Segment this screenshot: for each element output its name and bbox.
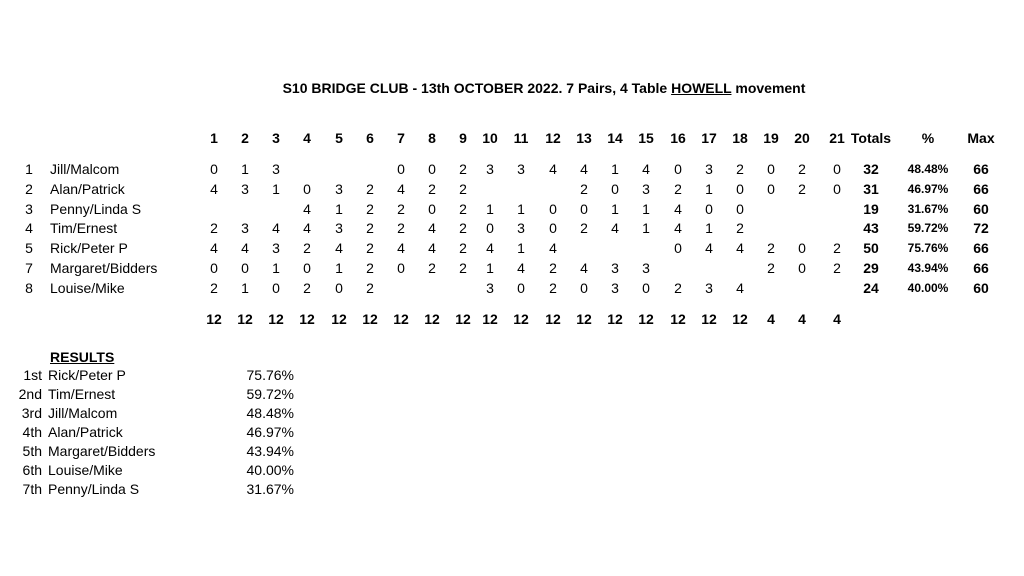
result-position: 7th xyxy=(22,481,42,497)
score-cell: 1 xyxy=(335,260,343,276)
score-cell: 2 xyxy=(366,200,374,217)
score-cell: 3 xyxy=(611,279,619,296)
board-total: 4 xyxy=(767,311,775,327)
pair-max: 72 xyxy=(973,220,989,237)
board-total: 12 xyxy=(638,311,654,327)
score-cell: 3 xyxy=(486,279,494,296)
score-cell: 0 xyxy=(705,200,713,217)
pair-total: 24 xyxy=(863,279,879,296)
title-suffix: movement xyxy=(731,80,806,96)
pair-percent: 46.97% xyxy=(907,181,949,196)
score-cell: 2 xyxy=(736,220,744,237)
score-cell: 1 xyxy=(517,240,525,257)
score-cell: 1 xyxy=(241,161,249,177)
board-header: 6 xyxy=(366,130,374,146)
title-prefix: S10 BRIDGE CLUB - 13th OCTOBER 2022. 7 Pairs, 4 Table xyxy=(282,80,672,96)
score-cell: 1 xyxy=(241,279,249,296)
score-cell: 3 xyxy=(642,260,650,276)
board-total: 12 xyxy=(576,311,592,327)
score-cell: 1 xyxy=(272,180,280,197)
board-header: 8 xyxy=(428,130,436,146)
score-cell: 1 xyxy=(517,200,525,217)
score-cell: 4 xyxy=(705,240,713,257)
score-cell: 0 xyxy=(736,200,744,217)
score-cell: 4 xyxy=(428,240,436,257)
pair-number: 4 xyxy=(25,220,33,237)
pair-max: 60 xyxy=(973,279,989,296)
score-cell: 3 xyxy=(272,240,280,257)
score-cell: 0 xyxy=(833,161,841,177)
totals-header: Totals xyxy=(850,130,892,146)
score-cell: 0 xyxy=(798,240,806,257)
board-total: 4 xyxy=(798,311,806,327)
result-name: Rick/Peter P xyxy=(48,367,126,383)
pair-number: 2 xyxy=(25,180,33,197)
score-cell: 3 xyxy=(335,180,343,197)
pair-percent: 31.67% xyxy=(907,201,949,216)
board-total: 12 xyxy=(206,311,222,327)
board-header: 2 xyxy=(241,130,249,146)
result-percent: 59.72% xyxy=(246,386,294,402)
score-cell: 4 xyxy=(580,260,588,276)
board-total: 12 xyxy=(701,311,717,327)
score-cell: 0 xyxy=(642,279,650,296)
score-cell: 2 xyxy=(833,260,841,276)
result-percent: 43.94% xyxy=(246,443,294,459)
score-cell: 0 xyxy=(210,161,218,177)
score-cell: 4 xyxy=(642,161,650,177)
pair-number: 3 xyxy=(25,200,33,217)
score-cell: 3 xyxy=(486,161,494,177)
score-cell: 0 xyxy=(303,180,311,197)
result-position: 1st xyxy=(23,367,42,383)
score-cell: 2 xyxy=(459,180,467,197)
score-cell: 3 xyxy=(705,161,713,177)
score-cell: 2 xyxy=(459,240,467,257)
score-cell: 3 xyxy=(241,180,249,197)
result-position: 4th xyxy=(22,424,42,440)
score-cell: 2 xyxy=(366,279,374,296)
score-cell: 0 xyxy=(397,260,405,276)
score-cell: 0 xyxy=(580,279,588,296)
score-cell: 4 xyxy=(397,180,405,197)
pair-number: 1 xyxy=(25,161,33,177)
board-header: 11 xyxy=(513,130,529,146)
score-cell: 2 xyxy=(833,240,841,257)
score-cell: 0 xyxy=(798,260,806,276)
score-cell: 0 xyxy=(736,180,744,197)
score-cell: 0 xyxy=(767,180,775,197)
score-cell: 0 xyxy=(428,200,436,217)
score-cell: 0 xyxy=(486,220,494,237)
board-header: 1 xyxy=(210,130,218,146)
score-cell: 0 xyxy=(580,200,588,217)
pair-total: 32 xyxy=(863,161,879,177)
score-cell: 2 xyxy=(366,260,374,276)
score-cell: 1 xyxy=(486,200,494,217)
score-cell: 1 xyxy=(272,260,280,276)
pair-percent: 75.76% xyxy=(907,241,949,256)
score-cell: 4 xyxy=(210,180,218,197)
pair-percent: 59.72% xyxy=(907,221,949,236)
max-header: Max xyxy=(967,130,995,146)
pair-total: 19 xyxy=(863,200,879,217)
score-cell: 4 xyxy=(611,220,619,237)
score-cell: 4 xyxy=(580,161,588,177)
pair-name: Louise/Mike xyxy=(50,279,125,296)
score-cell: 2 xyxy=(580,180,588,197)
score-cell: 1 xyxy=(705,180,713,197)
score-cell: 4 xyxy=(210,240,218,257)
board-header: 13 xyxy=(576,130,592,146)
score-cell: 4 xyxy=(674,220,682,237)
results-heading: RESULTS xyxy=(50,349,115,365)
score-cell: 0 xyxy=(210,260,218,276)
board-header: 16 xyxy=(670,130,686,146)
pair-percent: 48.48% xyxy=(907,162,949,176)
result-percent: 48.48% xyxy=(246,405,294,421)
score-cell: 1 xyxy=(611,200,619,217)
score-cell: 2 xyxy=(459,260,467,276)
score-cell: 0 xyxy=(767,161,775,177)
board-total: 12 xyxy=(299,311,315,327)
board-header: 21 xyxy=(829,130,845,146)
score-cell: 4 xyxy=(272,220,280,237)
board-total: 12 xyxy=(362,311,378,327)
result-position: 2nd xyxy=(18,386,42,402)
score-cell: 4 xyxy=(303,200,311,217)
board-header: 17 xyxy=(701,130,717,146)
score-cell: 4 xyxy=(736,279,744,296)
percent-header: % xyxy=(921,130,935,146)
score-cell: 2 xyxy=(767,260,775,276)
score-cell: 4 xyxy=(335,240,343,257)
score-cell: 1 xyxy=(335,200,343,217)
board-total: 12 xyxy=(670,311,686,327)
score-cell: 2 xyxy=(459,200,467,217)
score-cell: 2 xyxy=(397,200,405,217)
score-cell: 4 xyxy=(303,220,311,237)
score-cell: 4 xyxy=(736,240,744,257)
score-cell: 2 xyxy=(366,220,374,237)
board-header: 5 xyxy=(335,130,343,146)
pair-total: 50 xyxy=(863,240,879,257)
title-underlined: HOWELL xyxy=(671,80,732,96)
board-total: 12 xyxy=(482,311,498,327)
pair-max: 66 xyxy=(973,161,989,177)
pair-percent: 43.94% xyxy=(907,261,949,275)
board-total: 12 xyxy=(237,311,253,327)
score-cell: 2 xyxy=(549,279,557,296)
pair-number: 8 xyxy=(25,279,33,296)
board-header: 9 xyxy=(459,130,467,146)
pair-name: Penny/Linda S xyxy=(50,200,142,217)
score-cell: 2 xyxy=(674,279,682,296)
score-cell: 0 xyxy=(549,220,557,237)
board-header: 3 xyxy=(272,130,280,146)
score-cell: 3 xyxy=(642,180,650,197)
pair-name: Rick/Peter P xyxy=(50,240,128,257)
score-cell: 0 xyxy=(674,240,682,257)
score-cell: 4 xyxy=(428,220,436,237)
score-cell: 3 xyxy=(335,220,343,237)
score-cell: 1 xyxy=(705,220,713,237)
score-cell: 2 xyxy=(674,180,682,197)
pair-name: Margaret/Bidders xyxy=(50,260,158,276)
result-position: 3rd xyxy=(21,405,42,421)
board-header: 10 xyxy=(482,130,498,146)
result-percent: 31.67% xyxy=(246,481,294,497)
score-cell: 2 xyxy=(366,240,374,257)
score-cell: 0 xyxy=(241,260,249,276)
board-total: 12 xyxy=(424,311,440,327)
score-cell: 3 xyxy=(517,161,525,177)
score-cell: 4 xyxy=(549,161,557,177)
score-cell: 2 xyxy=(798,180,806,197)
result-name: Jill/Malcom xyxy=(48,405,118,421)
result-name: Alan/Patrick xyxy=(48,424,123,440)
score-cell: 2 xyxy=(736,161,744,177)
page-title xyxy=(32,80,1024,96)
board-total: 12 xyxy=(331,311,347,327)
pair-total: 29 xyxy=(863,260,879,276)
board-total: 12 xyxy=(607,311,623,327)
score-cell: 4 xyxy=(674,200,682,217)
result-name: Penny/Linda S xyxy=(48,481,140,497)
board-total: 12 xyxy=(545,311,561,327)
score-cell: 0 xyxy=(397,161,405,177)
board-header: 12 xyxy=(545,130,561,146)
board-header: 19 xyxy=(763,130,779,146)
score-cell: 0 xyxy=(674,161,682,177)
pair-number: 5 xyxy=(25,240,33,257)
score-cell: 2 xyxy=(549,260,557,276)
score-cell: 3 xyxy=(272,161,280,177)
board-total: 12 xyxy=(732,311,748,327)
board-header: 15 xyxy=(638,130,654,146)
score-cell: 2 xyxy=(303,279,311,296)
board-total: 12 xyxy=(513,311,529,327)
score-cell: 2 xyxy=(303,240,311,257)
pair-max: 66 xyxy=(973,260,989,276)
score-cell: 0 xyxy=(611,180,619,197)
score-cell: 2 xyxy=(210,220,218,237)
score-cell: 1 xyxy=(486,260,494,276)
score-cell: 3 xyxy=(517,220,525,237)
score-cell: 2 xyxy=(397,220,405,237)
score-cell: 0 xyxy=(335,279,343,296)
result-percent: 40.00% xyxy=(246,462,294,478)
pair-max: 60 xyxy=(973,200,989,217)
score-cell: 0 xyxy=(833,180,841,197)
score-cell: 0 xyxy=(428,161,436,177)
score-cell: 3 xyxy=(611,260,619,276)
score-cell: 1 xyxy=(642,200,650,217)
board-total: 12 xyxy=(268,311,284,327)
score-cell: 2 xyxy=(798,161,806,177)
board-header: 18 xyxy=(732,130,748,146)
pair-percent: 40.00% xyxy=(907,280,949,295)
pair-total: 43 xyxy=(863,220,879,237)
result-name: Margaret/Bidders xyxy=(48,443,156,459)
pair-name: Jill/Malcom xyxy=(50,161,120,177)
score-cell: 2 xyxy=(459,220,467,237)
score-cell: 2 xyxy=(580,220,588,237)
score-cell: 2 xyxy=(428,260,436,276)
pair-number: 7 xyxy=(25,260,33,276)
score-cell: 4 xyxy=(549,240,557,257)
result-percent: 75.76% xyxy=(246,367,294,383)
result-percent: 46.97% xyxy=(246,424,294,440)
pair-max: 66 xyxy=(973,240,989,257)
result-position: 5th xyxy=(22,443,42,459)
board-header: 4 xyxy=(303,130,311,146)
pair-name: Tim/Ernest xyxy=(50,220,118,237)
pair-name: Alan/Patrick xyxy=(50,180,125,197)
score-cell: 4 xyxy=(486,240,494,257)
score-cell: 0 xyxy=(549,200,557,217)
board-total: 4 xyxy=(833,311,841,327)
score-cell: 1 xyxy=(611,161,619,177)
score-cell: 0 xyxy=(303,260,311,276)
result-name: Louise/Mike xyxy=(48,462,123,478)
score-cell: 1 xyxy=(642,220,650,237)
score-cell: 3 xyxy=(705,279,713,296)
pair-total: 31 xyxy=(863,180,879,197)
score-cell: 0 xyxy=(272,279,280,296)
board-total: 12 xyxy=(393,311,409,327)
score-cell: 2 xyxy=(459,161,467,177)
board-header: 20 xyxy=(794,130,810,146)
score-cell: 2 xyxy=(767,240,775,257)
score-cell: 4 xyxy=(397,240,405,257)
score-cell: 4 xyxy=(241,240,249,257)
result-position: 6th xyxy=(22,462,42,478)
board-total: 12 xyxy=(455,311,471,327)
board-header: 14 xyxy=(607,130,623,146)
pair-max: 66 xyxy=(973,180,989,197)
result-name: Tim/Ernest xyxy=(48,386,116,402)
score-cell: 4 xyxy=(517,260,525,276)
score-cell: 2 xyxy=(366,180,374,197)
score-cell: 3 xyxy=(241,220,249,237)
board-header: 7 xyxy=(397,130,405,146)
score-cell: 2 xyxy=(210,279,218,296)
score-cell: 2 xyxy=(428,180,436,197)
score-cell: 0 xyxy=(517,279,525,296)
